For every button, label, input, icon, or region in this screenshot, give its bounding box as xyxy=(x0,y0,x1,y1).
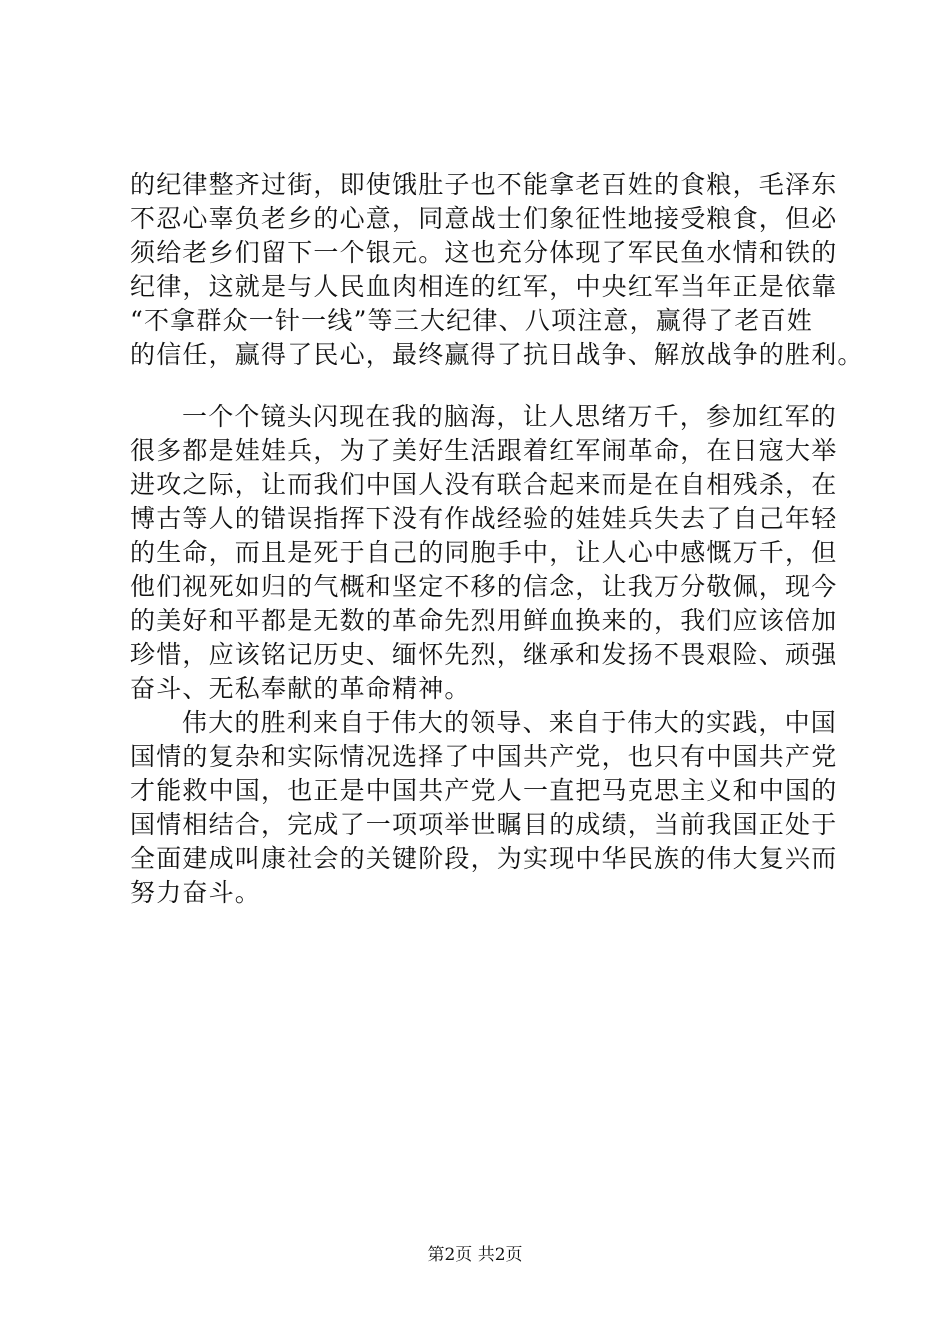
page-footer: 第2页 共2页 xyxy=(427,1245,523,1265)
paragraph-2 xyxy=(130,400,838,706)
text-line: 须给老乡们留下一个银元。这也充分体现了军民鱼水情和铁的 xyxy=(130,238,838,267)
text-line: 博古等人的错误指挥下没有作战经验的娃娃兵失去了自己年轻 xyxy=(130,504,838,533)
document-body xyxy=(130,168,864,910)
text-line: 不忍心辜负老乡的心意，同意战士们象征性地接受粮食，但必 xyxy=(130,204,838,233)
text-line: 一个个镜头闪现在我的脑海，让人思绪万千，参加红军的 xyxy=(182,402,838,431)
paragraph-spacer xyxy=(130,372,830,400)
text-line: 的信任，赢得了民心，最终赢得了抗日战争、解放战争的胜利。 xyxy=(130,340,864,369)
text-line: 努力奋斗。 xyxy=(130,878,262,907)
text-line: 珍惜，应该铭记历史、缅怀先烈，继承和发扬不畏艰险、顽强 xyxy=(130,640,838,669)
text-line: 全面建成叫康社会的关键阶段，为实现中华民族的伟大复兴而 xyxy=(130,844,838,873)
paragraph-1 xyxy=(130,168,864,372)
text-line: 才能救中国，也正是中国共产党人一直把马克思主义和中国的 xyxy=(130,776,838,805)
text-line: 的生命，而且是死于自己的同胞手中，让人心中感慨万千，但 xyxy=(130,538,838,567)
text-line: 伟大的胜利来自于伟大的领导、来自于伟大的实践，中国 xyxy=(182,708,838,737)
text-line: 的纪律整齐过街，即使饿肚子也不能拿老百姓的食粮，毛泽东 xyxy=(130,170,838,199)
text-line: 他们视死如归的气概和坚定不移的信念，让我万分敬佩，现今 xyxy=(130,572,838,601)
text-line: 纪律，这就是与人民血肉相连的红军，中央红军当年正是依靠 xyxy=(130,272,838,301)
text-line: 国情的复杂和实际情况选择了中国共产党，也只有中国共产党 xyxy=(130,742,838,771)
text-line: 很多都是娃娃兵，为了美好生活跟着红军闹革命，在日寇大举 xyxy=(130,436,838,465)
text-line: 国情相结合，完成了一项项举世瞩目的成绩，当前我国正处于 xyxy=(130,810,838,839)
text-line: 进攻之际，让而我们中国人没有联合起来而是在自相残杀，在 xyxy=(130,470,838,499)
paragraph-3 xyxy=(130,706,838,910)
text-line: 奋斗、无私奉献的革命精神。 xyxy=(130,674,471,703)
text-line: 的美好和平都是无数的革命先烈用鲜血换来的，我们应该倍加 xyxy=(130,606,838,635)
text-line: “不拿群众一针一线”等三大纪律、八项注意，赢得了老百姓 xyxy=(130,306,813,335)
